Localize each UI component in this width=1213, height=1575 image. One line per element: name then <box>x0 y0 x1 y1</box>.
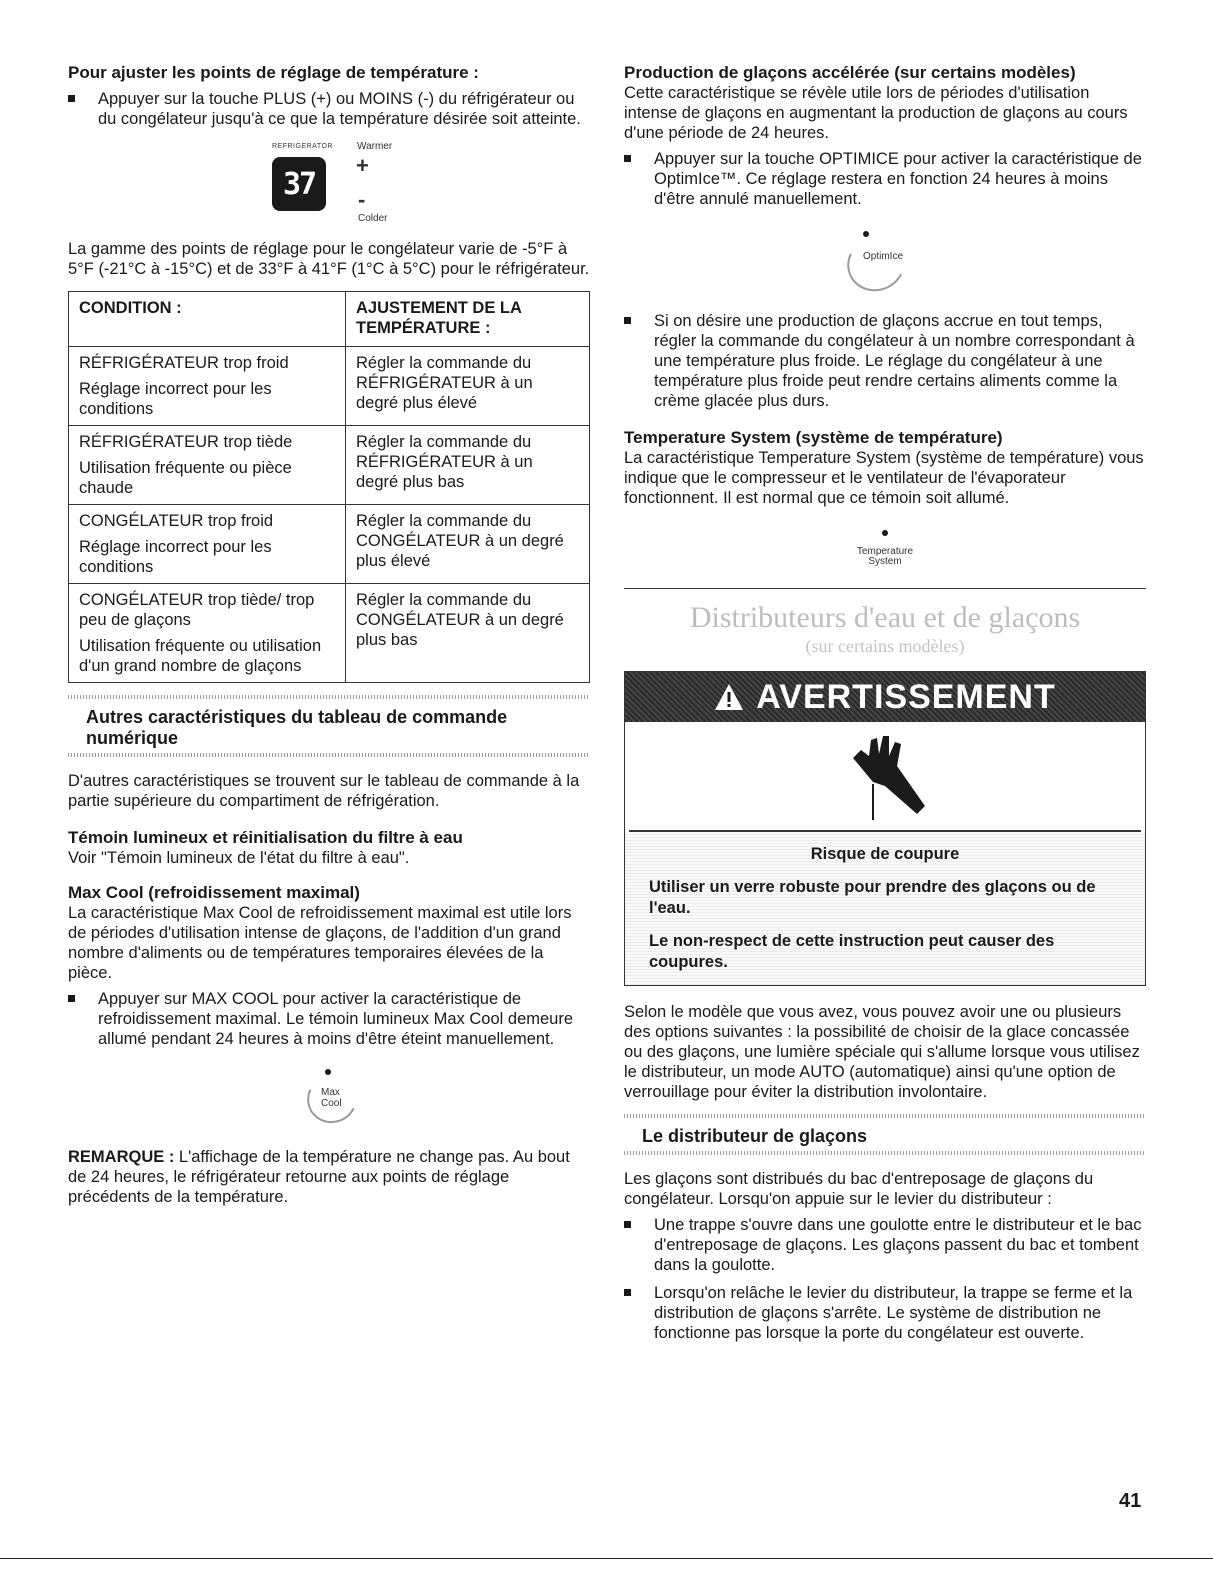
table-row <box>69 505 590 584</box>
warning-box <box>624 671 1146 986</box>
condition-detail: Utilisation fréquente ou utilisation d'un grand nombre de glaçons <box>79 637 322 675</box>
ice-dispenser-band <box>624 1114 1146 1155</box>
ice-production-bullet-2: Si on désire une production de glaçons accrue en tout temps, régler la commande du congélateur à un nombre correspondant à une température plus froide. Le réglage du congélateur à une température plus froide peut rendre certains aliments comme la crème glacée plus durs. <box>624 311 1146 411</box>
ice-dispenser-text: Les glaçons sont distribués du bac d'entreposage de glaçons du congélateur. Lorsqu'on appuie sur le levier du distributeur : <box>624 1170 1094 1208</box>
optimice-icon-label: OptimIce <box>863 251 904 262</box>
condition-cell <box>69 347 346 426</box>
warning-triangle-icon <box>714 683 744 711</box>
filter-heading: Témoin lumineux et réinitialisation du filtre à eau <box>68 828 463 847</box>
ice-production-heading: Production de glaçons accélérée (sur certains modèles) <box>624 63 1076 82</box>
button-arc-icon <box>840 229 913 300</box>
colder-label: Colder <box>358 213 388 224</box>
ice-production-list-2 <box>624 311 1146 411</box>
maxcool-icon-label-cool: Cool <box>321 1098 342 1109</box>
condition-detail: Utilisation fréquente ou pièce chaude <box>79 459 292 497</box>
ice-production-list <box>624 149 1146 209</box>
ice-production-text: Cette caractéristique se révèle utile lors de périodes d'utilisation intense de glaçons en augmentant la production de glaçons au cours d'une période de 24 heures. <box>624 84 1128 142</box>
adjustment-cell: Régler la commande du CONGÉLATEUR à un degré plus élevé <box>346 505 590 584</box>
left-column <box>68 62 590 1207</box>
adjustment-cell: Régler la commande du RÉFRIGÉRATEUR à un degré plus élevé <box>346 347 590 426</box>
table-row <box>69 426 590 505</box>
condition-detail: Réglage incorrect pour les conditions <box>79 538 272 576</box>
dispensers-subtitle: (sur certains modèles) <box>805 636 965 656</box>
condition-header: CONDITION : <box>69 292 346 347</box>
dispensers-title: Distributeurs d'eau et de glaçons <box>689 601 1081 634</box>
note-text: L'affichage de la température ne change pas. Au bout de 24 heures, le réfrigérateur retourne aux points de réglage précédents de la température. <box>68 1148 570 1206</box>
condition-text: CONGÉLATEUR trop tiède/ trop peu de glaçons <box>79 591 315 629</box>
temperature-icon-label: Temperature <box>856 546 914 557</box>
warning-risk: Risque de coupure <box>810 845 960 863</box>
maxcool-bullet: Appuyer sur MAX COOL pour activer la caractéristique de refroidissement maximal. Le témoin lumineux Max Cool demeure allumé pendant 24 heures à moins d'être éteint manuellement. <box>68 989 590 1049</box>
other-features-heading: Autres caractéristiques du tableau de commande numérique <box>86 707 508 748</box>
condition-cell <box>69 426 346 505</box>
warning-header <box>625 672 1145 722</box>
note-label: REMARQUE : <box>68 1148 175 1166</box>
condition-text: CONGÉLATEUR trop froid <box>79 512 274 530</box>
condition-cell <box>69 505 346 584</box>
indicator-dot-icon <box>882 530 888 536</box>
maxcool-heading: Max Cool (refroidissement maximal) <box>68 883 360 902</box>
right-column <box>624 62 1146 1343</box>
indicator-dot-icon <box>863 231 869 237</box>
adjust-bullet: Appuyer sur la touche PLUS (+) ou MOINS (-) du réfrigérateur ou du congélateur jusqu'à ce que la température désirée soit atteinte. <box>68 89 590 129</box>
note-paragraph <box>68 1147 590 1207</box>
condition-text: RÉFRIGÉRATEUR trop froid <box>79 354 289 372</box>
cut-hand-icon <box>843 728 933 824</box>
table-row <box>69 584 590 683</box>
ice-dispenser-heading: Le distributeur de glaçons <box>642 1126 868 1146</box>
ice-dispenser-bullet-1: Une trappe s'ouvre dans une goulotte entre le distributeur et le bac d'entreposage de glaçons. Les glaçons passent du bac et tombent dans la goulotte. <box>624 1215 1146 1275</box>
adjust-heading: Pour ajuster les points de réglage de température : <box>68 63 479 82</box>
refrigerator-label: REFRIGERATOR <box>272 143 333 150</box>
maxcool-list <box>68 989 590 1049</box>
temperature-system-heading: Temperature System (système de température) <box>624 428 1003 447</box>
plus-icon: + <box>356 153 369 178</box>
warmer-label: Warmer <box>357 141 393 152</box>
table-header-row <box>69 292 590 347</box>
ice-dispenser-bullet-2: Lorsqu'on relâche le levier du distributeur, la trappe se ferme et la distribution de glaçons s'arrête. Le système de distribution ne fonctionne pas lorsque la porte du congélateur est ouverte. <box>624 1283 1146 1343</box>
other-features-text: D'autres caractéristiques se trouvent sur le tableau de commande à la partie supérieure du compartiment de réfrigération. <box>68 772 580 810</box>
divider <box>68 753 590 757</box>
temperature-display: 37 <box>272 157 326 211</box>
optimice-button-figure <box>835 221 935 303</box>
ice-dispenser-list <box>624 1215 1146 1343</box>
minus-icon: - <box>358 187 366 212</box>
options-text: Selon le modèle que vous avez, vous pouvez avoir une ou plusieurs des options suivantes : la possibilité de choisir de la glace concassée ou des glaçons, une lumière spéciale qui s'allume lorsque vous utilisez le distributeur, un mode AUTO (automatique) ainsi qu'une option de verrouillage pour éviter la distribution involontaire. <box>624 1003 1140 1101</box>
table-row <box>69 347 590 426</box>
page-number: 41 <box>1119 1490 1142 1512</box>
filter-text: Voir "Témoin lumineux de l'état du filtre à eau". <box>68 849 410 867</box>
warning-image-area <box>629 722 1141 832</box>
warning-line-1: Utiliser un verre robuste pour prendre des glaçons ou de l'eau. <box>649 878 1096 917</box>
temperature-display-figure <box>68 143 590 235</box>
maxcool-text: La caractéristique Max Cool de refroidissement maximal est utile lors de périodes d'utilisation intense de glaçons, de l'addition d'un grand nombre d'aliments ou de températures temporaires élevées de la pièce. <box>68 904 572 982</box>
system-icon-label: System <box>868 556 902 567</box>
maxcool-button-figure <box>289 1061 369 1137</box>
other-features-band <box>68 695 590 757</box>
divider <box>624 1151 1146 1155</box>
ice-production-bullet: Appuyer sur la touche OPTIMICE pour activer la caractéristique de OptimIce™. Ce réglage restera en fonction 24 heures à moins d'être annulé manuellement. <box>624 149 1146 209</box>
temperature-system-indicator <box>835 520 935 570</box>
condition-cell <box>69 584 346 683</box>
footer-rule <box>0 1558 1213 1559</box>
warning-title: AVERTISSEMENT <box>756 677 1056 716</box>
section-divider <box>624 588 1146 589</box>
temperature-system-text: La caractéristique Temperature System (système de température) vous indique que le compresseur et le ventilateur de l'évaporateur fonctionnent. Il est normal que ce témoin soit allumé. <box>624 449 1144 507</box>
condition-table <box>68 291 590 683</box>
maxcool-icon-label-max: Max <box>321 1087 340 1098</box>
warning-body <box>625 832 1145 985</box>
adjustment-cell: Régler la commande du RÉFRIGÉRATEUR à un degré plus bas <box>346 426 590 505</box>
adjust-list <box>68 89 590 129</box>
condition-text: RÉFRIGÉRATEUR trop tiède <box>79 433 293 451</box>
range-text: La gamme des points de réglage pour le congélateur varie de -5°F à 5°F (-21°C à -15°C) et de 33°F à 41°F (1°C à 5°C) pour le réfrigérateur. <box>68 240 590 278</box>
adjustment-cell: Régler la commande du CONGÉLATEUR à un degré plus bas <box>346 584 590 683</box>
adjustment-header: AJUSTEMENT DE LA TEMPÉRATURE : <box>346 292 590 347</box>
warning-line-2: Le non-respect de cette instruction peut causer des coupures. <box>649 932 1055 971</box>
condition-detail: Réglage incorrect pour les conditions <box>79 380 272 418</box>
